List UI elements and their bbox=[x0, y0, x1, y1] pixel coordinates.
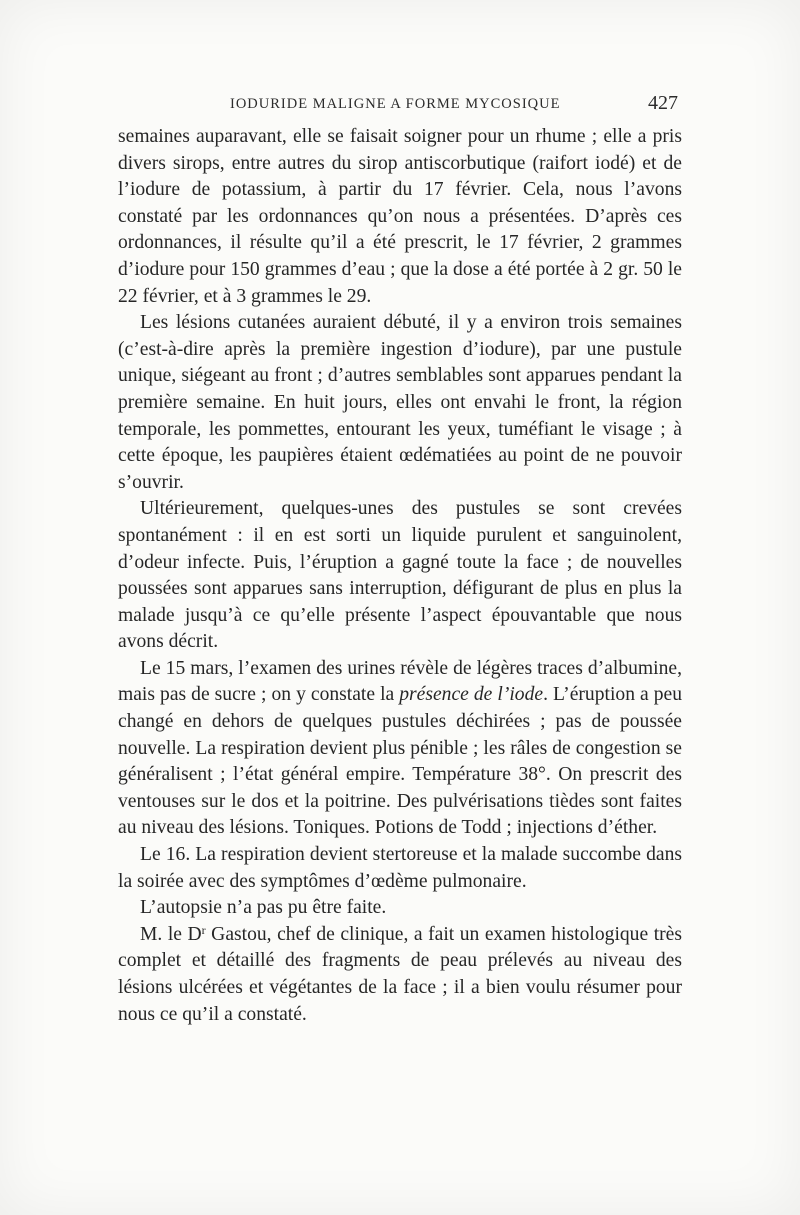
paragraph-4-end: . L’éruption a peu changé en dehors de quelques pustules déchirées ; pas de poussée nouvelle. La respiration devient plus pénible ; les râles de congestion se généralisent ; l’état général empire. Température 38°. On prescrit des ventouses sur le dos et la poitrine. Des pulvérisations tièdes sont faites au niveau des lésions. Toniques. Potions de Todd ; injections d’éther. bbox=[118, 684, 683, 839]
paragraph-5: Le 16. La respiration devient stertoreuse et la malade succombe dans la soirée avec des symptômes d’œdème pulmonaire. bbox=[118, 844, 682, 892]
paragraph-7 bbox=[118, 922, 682, 1028]
paragraph-2: Les lésions cutanées auraient débuté, il y a environ trois semaines (c’est-à-dire après la première ingestion d’iodure), par une pustule unique, siégeant au front ; d’autres semblables sont apparues pendant la première semaine. En huit jours, elles ont envahi le front, la région temporale, les pommettes, entourant les yeux, tuméfiant le visage ; à cette époque, les paupières étaient œdématiées au point de ne pouvoir s’ouvrir. bbox=[118, 312, 682, 493]
paragraph-7-superscript: r bbox=[201, 922, 206, 937]
paragraph-4-italic: présence de l’iode bbox=[399, 684, 544, 706]
paragraph-4-start: Le 15 mars, l’examen des urines révèle de légères traces d’albumine, mais pas de sucre ; on y constate la bbox=[118, 657, 682, 706]
paragraph-6: L’autopsie n’a pas pu être faite. bbox=[140, 897, 387, 919]
paragraph-7-start: M. le D bbox=[140, 923, 202, 945]
paragraph-7-end: Gastou, chef de clinique, a fait un examen histologique très complet et détaillé des fragments de peau prélevés au niveau des lésions ulcérées et végétantes de la face ; il a bien voulu résumer pour nous ce qu’il a constaté. bbox=[118, 923, 682, 1025]
page-number: 427 bbox=[648, 92, 678, 114]
paragraph-4 bbox=[118, 656, 682, 842]
running-title: IODURIDE MALIGNE A FORME MYCOSIQUE bbox=[230, 96, 561, 112]
paragraph-3: Ultérieurement, quelques-unes des pustules se sont crevées spontanément : il en est sorti un liquide purulent et sanguinolent, d’odeur infecte. Puis, l’éruption a gagné toute la face ; de nouvelles poussées sont apparues sans interruption, défigurant de plus en plus la malade jusqu’à ce qu’elle présente l’aspect épouvantable que nous avons décrit. bbox=[118, 498, 682, 653]
page-header bbox=[118, 94, 682, 120]
body-text bbox=[118, 124, 682, 1028]
paragraph-1: semaines auparavant, elle se faisait soigner pour un rhume ; elle a pris divers sirops, entre autres du sirop antiscorbutique (raifort iodé) et de l’iodure de potassium, à partir du 17 février. Cela, nous l’avons constaté par les ordonnances qu’on nous a présentées. D’après ces ordonnances, il résulte qu’il a été prescrit, le 17 février, 2 grammes d’iodure pour 150 grammes d’eau ; que la dose a été portée à 2 gr. 50 le 22 février, et à 3 grammes le 29. bbox=[118, 126, 682, 307]
